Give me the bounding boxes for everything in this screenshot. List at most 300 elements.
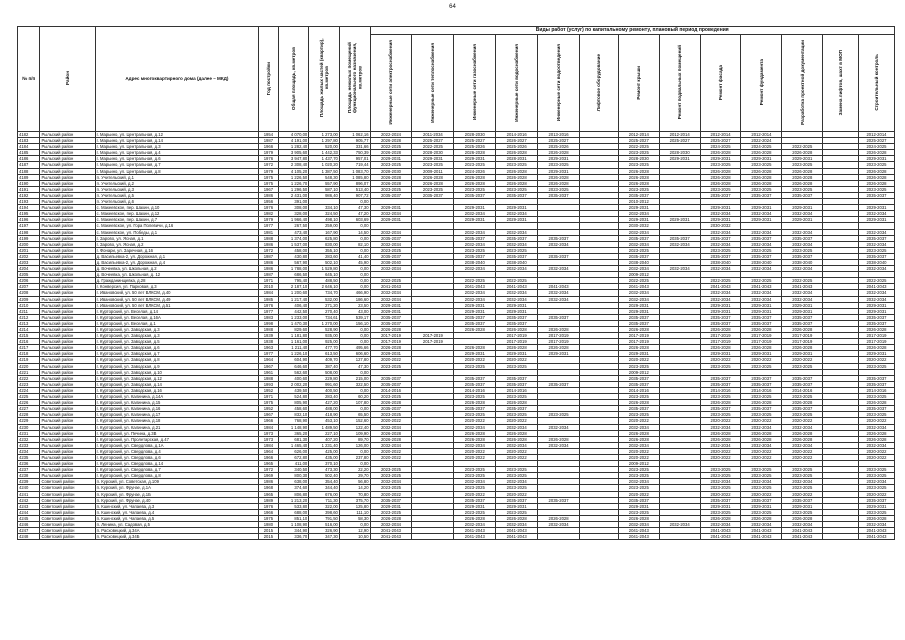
cell-area-living: 613,50 <box>309 351 340 357</box>
cell-year: 1979 <box>259 217 278 223</box>
cell-work-period: 2032-2034 <box>618 424 659 430</box>
cell-work-period: 2032-2034 <box>858 290 894 296</box>
cell-work-period: 2029-2031 <box>412 156 454 162</box>
cell-work-period: 2026-2028 <box>370 327 412 333</box>
cell-work-period: 2023-2025 <box>454 162 496 168</box>
cell-work-period: 2029-2031 <box>496 503 538 509</box>
cell-year: 1975 <box>259 515 278 521</box>
cell-work-period: 2035-2037 <box>538 314 580 320</box>
cell-work-period: 2029-2031 <box>858 217 894 223</box>
cell-work-period: 2032-2034 <box>741 229 782 235</box>
cell-num: 4236 <box>18 461 40 467</box>
cell-work-period: 2032-2034 <box>538 424 580 430</box>
cell-area-nonliving: 0,00 <box>339 448 370 454</box>
cell-num: 4235 <box>18 454 40 460</box>
cell-year: 1982 <box>259 211 278 217</box>
cell-work-period: 2026-2028 <box>370 400 412 406</box>
cell-district: Рыльский район <box>40 369 95 375</box>
cell-address: г. Курторский, ул. Калинина, д.21 <box>95 424 259 430</box>
cell-year: 1965 <box>259 461 278 467</box>
cell-year: 1977 <box>259 351 278 357</box>
cell-work-period: 2023-2025 <box>618 473 659 479</box>
cell-area-living: 322,00 <box>309 503 340 509</box>
cell-district: Рыльский район <box>40 400 95 406</box>
cell-work-period: 2041-2043 <box>782 284 823 290</box>
cell-work-period: 2029-2031 <box>538 156 580 162</box>
cell-year: 1967 <box>259 186 278 192</box>
cell-work-period: 2026-2028 <box>700 400 741 406</box>
cell-work-period: 2041-2043 <box>370 534 412 540</box>
cell-district: Рыльский район <box>40 461 95 467</box>
cell-area-total: 473,40 <box>278 229 309 235</box>
cell-district: Советский район <box>40 479 95 485</box>
cell-work-period: 2035-2037 <box>700 253 741 259</box>
cell-work-period: 2035-2037 <box>538 253 580 259</box>
cell-work-period: 2032-2034 <box>659 266 700 272</box>
cell-area-nonliving: 322,50 <box>339 381 370 387</box>
cell-district: Советский район <box>40 534 95 540</box>
cell-area-total: 832,10 <box>278 412 309 418</box>
table-header <box>18 27 895 132</box>
cell-district: Рыльский район <box>40 473 95 479</box>
cell-work-period: 2041-2043 <box>454 528 496 534</box>
cell-work-period: 2020-2022 <box>858 491 894 497</box>
cell-area-nonliving: 1 062,16 <box>339 132 370 138</box>
cell-work-period: 2023-2025 <box>618 150 659 156</box>
cell-work-period: 2017-2019 <box>858 339 894 345</box>
cell-work-period: 2023-2025 <box>370 412 412 418</box>
cell-area-total: 2 431,00 <box>278 192 309 198</box>
cell-work-period: 2035-2037 <box>538 497 580 503</box>
cell-work-period: 2029-2031 <box>700 217 741 223</box>
cell-area-living: 991,60 <box>309 381 340 387</box>
cell-work-period: 2023-2025 <box>618 247 659 253</box>
cell-work-period: 2012-2014 <box>618 132 659 138</box>
cell-area-total: 1 788,00 <box>278 266 309 272</box>
cell-address: п. Учительский, д.3 <box>95 186 259 192</box>
cell-district: Рыльский район <box>40 144 95 150</box>
cell-work-period: 2029-2031 <box>782 205 823 211</box>
cell-work-period: 2026-2028 <box>618 430 659 436</box>
cell-work-period: 2035-2037 <box>858 314 894 320</box>
cell-area-total: 442,50 <box>278 308 309 314</box>
cell-work-period: 2035-2037 <box>700 497 741 503</box>
cell-work-period: 2035-2037 <box>659 235 700 241</box>
cell-work-period: 2026-2028 <box>618 400 659 406</box>
cell-work-period: 2023-2025 <box>858 473 894 479</box>
cell-address: с. Макеевское, ул. Гора Полевичи, д.16 <box>95 223 259 229</box>
cell-work-period: 2029-2031 <box>782 308 823 314</box>
cell-area-total: 1 108,90 <box>278 522 309 528</box>
cell-address: г. Фонари, ул. Заречная, д.16 <box>95 247 259 253</box>
cell-work-period: 2009-2012 <box>618 461 659 467</box>
cell-work-period: 2020-2022 <box>370 491 412 497</box>
cell-year: 1998 <box>259 320 278 326</box>
cell-work-period: 2014-2016 <box>741 387 782 393</box>
cell-num: 4188 <box>18 168 40 174</box>
cell-address: с. Макеевское, пер. Шахин, д.12 <box>95 211 259 217</box>
cell-area-total: 267,50 <box>278 223 309 229</box>
cell-area-living: 488,50 <box>309 278 340 284</box>
cell-work-period: 2035-2037 <box>741 235 782 241</box>
cell-work-period: 2026-2028 <box>454 436 496 442</box>
cell-work-period: 2041-2043 <box>782 534 823 540</box>
cell-area-nonliving: 43,00 <box>339 308 370 314</box>
cell-work-period: 2032-2034 <box>454 266 496 272</box>
cell-work-period: 2035-2037 <box>538 381 580 387</box>
cell-district: Советский район <box>40 485 95 491</box>
cell-num: 4182 <box>18 132 40 138</box>
cell-work-period: 2023-2025 <box>454 485 496 491</box>
cell-work-period: 2017-2019 <box>700 333 741 339</box>
cell-work-period: 2026-2028 <box>858 400 894 406</box>
cell-work-period: 2032-2034 <box>370 290 412 296</box>
cell-work-period: 2032-2034 <box>782 229 823 235</box>
cell-work-period: 2026-2028 <box>741 150 782 156</box>
cell-work-period: 2026-2028 <box>782 436 823 442</box>
col-header-work-6: Лифтовое оборудование <box>580 35 619 132</box>
cell-work-period: 2029-2031 <box>370 302 412 308</box>
cell-work-period: 2023-2025 <box>370 473 412 479</box>
cell-work-period: 2026-2028 <box>412 180 454 186</box>
cell-work-period: 2032-2034 <box>618 211 659 217</box>
cell-work-period: 2035-2037 <box>370 314 412 320</box>
cell-work-period: 2020-2022 <box>454 448 496 454</box>
cell-district: Рыльский район <box>40 436 95 442</box>
cell-district: Рыльский район <box>40 138 95 144</box>
cell-work-period: 2035-2037 <box>782 406 823 412</box>
cell-work-period: 2023-2025 <box>496 467 538 473</box>
cell-address: г. Марьино, ул. Центральная, д.12 <box>95 132 259 138</box>
cell-district: Рыльский район <box>40 320 95 326</box>
col-header-work-4: Инженерные сети водоснабжения <box>496 35 538 132</box>
cell-work-period: 2035-2037 <box>618 192 659 198</box>
cell-work-period: 2035-2037 <box>858 235 894 241</box>
cell-num: 4220 <box>18 363 40 369</box>
cell-work-period: 2022-2025 <box>618 144 659 150</box>
cell-area-nonliving: 606,60 <box>339 351 370 357</box>
cell-address: г. Курторский, ул. Веселая, д.1 <box>95 320 259 326</box>
cell-district: Рыльский район <box>40 394 95 400</box>
cell-address: д. Вочеевка, ул. Школьная, д. 12 <box>95 272 259 278</box>
cell-area-total: 4 070,00 <box>278 132 309 138</box>
cell-year: 1969 <box>259 473 278 479</box>
cell-num: 4203 <box>18 259 40 265</box>
cell-work-period: 2032-2034 <box>454 290 496 296</box>
cell-work-period: 2032-2034 <box>496 290 538 296</box>
cell-num: 4242 <box>18 497 40 503</box>
cell-work-period: 2024-2025 <box>741 144 782 150</box>
cell-work-period: 2022-2025 <box>370 278 412 284</box>
cell-work-period: 2023-2025 <box>858 363 894 369</box>
cell-address: п. Курский, ул. Фрунзе, д.40 <box>95 497 259 503</box>
cell-district: Рыльский район <box>40 418 95 424</box>
cell-area-total: 1 211,40 <box>278 345 309 351</box>
cell-work-period: 2023-2025 <box>496 247 538 253</box>
cell-address: г. Курторский, ул. Калинина, д.17 <box>95 412 259 418</box>
col-header-area-living: Площадь жилых частей (квартир), кв.метров <box>309 27 340 132</box>
cell-work-period: 2032-2034 <box>370 442 412 448</box>
cell-work-period: 2023-2025 <box>858 467 894 473</box>
cell-work-period: 2038-2040 <box>618 259 659 265</box>
cell-work-period: 2035-2037 <box>370 381 412 387</box>
cell-work-period: 2038-2040 <box>741 259 782 265</box>
cell-work-period: 2023-2025 <box>618 363 659 369</box>
cell-work-period: 2017-2019 <box>741 339 782 345</box>
cell-address: п. Ленина, ул. Садовая, д.5 <box>95 522 259 528</box>
cell-work-period: 2025-2027 <box>618 138 659 144</box>
cell-work-period: 2032-2034 <box>370 424 412 430</box>
cell-year: 1988 <box>259 375 278 381</box>
cell-area-total: 458,00 <box>278 247 309 253</box>
cell-address: г. Конверсия, ул. Парковая, д.3 <box>95 284 259 290</box>
cell-area-nonliving: 215,00 <box>339 375 370 381</box>
cell-address: п. Учительский, д.6 <box>95 199 259 205</box>
cell-work-period: 2023-2025 <box>496 473 538 479</box>
cell-work-period: 2026-2028 <box>741 180 782 186</box>
cell-area-living: 734,61 <box>309 314 340 320</box>
cell-work-period: 2041-2043 <box>741 284 782 290</box>
cell-work-period: 2023-2025 <box>741 162 782 168</box>
cell-area-living: 324,50 <box>309 211 340 217</box>
cell-work-period: 2020-2022 <box>741 357 782 363</box>
cell-work-period: 2032-2034 <box>782 479 823 485</box>
cell-district: Рыльский район <box>40 454 95 460</box>
cell-work-period: 2032-2034 <box>538 266 580 272</box>
cell-work-period: 2041-2043 <box>858 284 894 290</box>
cell-work-period: 2032-2034 <box>741 290 782 296</box>
cell-work-period: 2026-2028 <box>538 515 580 521</box>
cell-district: Рыльский район <box>40 290 95 296</box>
cell-work-period <box>659 534 700 540</box>
cell-area-living: 398,60 <box>309 509 340 515</box>
cell-work-period: 2032-2034 <box>496 211 538 217</box>
cell-work-period: 2029-2031 <box>454 156 496 162</box>
cell-work-period: 2035-2037 <box>741 253 782 259</box>
cell-work-period: 2026-2028 <box>700 150 741 156</box>
cell-work-period <box>412 534 454 540</box>
cell-work-period: 2026-2028 <box>700 327 741 333</box>
cell-work-period: 2026-2028 <box>700 515 741 521</box>
cell-work-period: 2035-2037 <box>496 314 538 320</box>
cell-district: Рыльский район <box>40 430 95 436</box>
cell-area-total: 533,80 <box>278 503 309 509</box>
cell-area-total: 626,00 <box>278 448 309 454</box>
cell-num: 4183 <box>18 138 40 144</box>
cell-work-period: 2041-2043 <box>741 528 782 534</box>
cell-work-period: 2026-2028 <box>858 327 894 333</box>
cell-year: 2015 <box>259 528 278 534</box>
cell-work-period: 2023-2025 <box>700 363 741 369</box>
cell-work-period: 2041-2043 <box>700 284 741 290</box>
cell-address: г. Марьино, ул. Центральная, д.7 <box>95 162 259 168</box>
cell-work-period: 2032-2034 <box>618 479 659 485</box>
cell-work-period: 2029-2031 <box>782 503 823 509</box>
cell-work-period: 2026-2028 <box>412 174 454 180</box>
cell-work-period: 2023-2025 <box>618 467 659 473</box>
cell-area-living: 488,00 <box>309 406 340 412</box>
cell-address: д. Гражданинщевка, д.28 <box>95 278 259 284</box>
cell-area-total: 4 105,20 <box>278 168 309 174</box>
cell-work-period: 2029-2031 <box>370 351 412 357</box>
cell-work-period: 2035-2037 <box>454 406 496 412</box>
cell-area-living: 532,00 <box>309 296 340 302</box>
cell-area-total: 1 282,40 <box>278 144 309 150</box>
cell-num: 4193 <box>18 199 40 205</box>
cell-work-period: 2020-2022 <box>858 357 894 363</box>
cell-work-period: 2026-2028 <box>496 400 538 406</box>
cell-work-period: 2035-2037 <box>782 375 823 381</box>
cell-area-nonliving: 0,00 <box>339 266 370 272</box>
cell-area-total: 1 181,80 <box>278 333 309 339</box>
cell-area-nonliving: 14,50 <box>339 229 370 235</box>
cell-area-nonliving: 907,72 <box>339 192 370 198</box>
cell-work-period: 2029-2031 <box>496 217 538 223</box>
cell-work-period: 2035-2037 <box>496 381 538 387</box>
cell-work-period: 2023-2025 <box>370 485 412 491</box>
cell-area-nonliving: 1 083,70 <box>339 168 370 174</box>
cell-year: 1988 <box>259 327 278 333</box>
cell-work-period: 2023-2025 <box>782 467 823 473</box>
col-header-work-1: Инженерные сети электроснабжения <box>370 35 412 132</box>
cell-year: 1967 <box>259 363 278 369</box>
cell-area-total: 308,00 <box>278 205 309 211</box>
cell-area-total: 1 374,00 <box>278 235 309 241</box>
cell-work-period: 2025-2026 <box>538 144 580 150</box>
cell-work-period: 2026-2028 <box>782 430 823 436</box>
cell-area-total: 686,50 <box>278 272 309 278</box>
cell-work-period: 2032-2034 <box>618 296 659 302</box>
capital-repair-table <box>17 26 895 540</box>
cell-num: 4189 <box>18 174 40 180</box>
cell-work-period: 2029-2031 <box>454 217 496 223</box>
cell-work-period: 2026-2028 <box>741 436 782 442</box>
cell-area-total: 1 296,50 <box>278 186 309 192</box>
cell-work-period: 2023-2025 <box>858 412 894 418</box>
cell-year: 1973 <box>259 436 278 442</box>
cell-work-period: 2020-2022 <box>782 448 823 454</box>
cell-work-period: 2029-2031 <box>370 503 412 509</box>
cell-year: 1968 <box>259 485 278 491</box>
cell-area-living: 1 529,80 <box>309 266 340 272</box>
cell-area-living: 400,50 <box>309 387 340 393</box>
cell-work-period: 2026-2028 <box>454 430 496 436</box>
cell-work-period: 2032-2034 <box>700 296 741 302</box>
cell-area-nonliving: 109,90 <box>339 430 370 436</box>
cell-num: 4230 <box>18 424 40 430</box>
cell-num: 4204 <box>18 266 40 272</box>
cell-work-period: 2023-2025 <box>782 485 823 491</box>
cell-work-period: 2023-2025 <box>700 186 741 192</box>
cell-work-period: 2032-2034 <box>496 424 538 430</box>
cell-work-period: 2023-2025 <box>370 394 412 400</box>
cell-work-period: 2029-2031 <box>538 168 580 174</box>
cell-work-period: 2035-2037 <box>741 375 782 381</box>
cell-work-period: 2020-2022 <box>782 418 823 424</box>
cell-work-period <box>580 534 619 540</box>
cell-work-period: 2029-2031 <box>454 503 496 509</box>
cell-work-period: 2022-2025 <box>782 278 823 284</box>
cell-work-period: 2026-2028 <box>782 168 823 174</box>
cell-district: Рыльский район <box>40 406 95 412</box>
cell-work-period: 2017-2019 <box>496 339 538 345</box>
cell-num: 4185 <box>18 150 40 156</box>
cell-work-period: 2035-2037 <box>782 192 823 198</box>
cell-work-period: 2026-2028 <box>496 150 538 156</box>
cell-address: п. Кшенский, ул. Чапаева, д.4 <box>95 509 259 515</box>
cell-num: 4228 <box>18 412 40 418</box>
cell-area-total: 1 161,00 <box>278 339 309 345</box>
cell-work-period: 2026-2028 <box>858 150 894 156</box>
cell-num: 4210 <box>18 302 40 308</box>
cell-area-nonliving: 186,60 <box>339 296 370 302</box>
cell-work-period: 2032-2034 <box>618 266 659 272</box>
cell-work-period: 2035-2037 <box>858 497 894 503</box>
cell-work-period: 2029-2031 <box>741 302 782 308</box>
cell-year: 1984 <box>259 442 278 448</box>
cell-num: 4243 <box>18 503 40 509</box>
cell-work-period: 2026-2028 <box>454 327 496 333</box>
cell-district: Рыльский район <box>40 150 95 156</box>
cell-work-period: 2035-2037 <box>618 497 659 503</box>
cell-work-period: 2026-2028 <box>782 150 823 156</box>
cell-area-living: 711,30 <box>309 497 340 503</box>
cell-area-nonliving: 0,00 <box>339 272 370 278</box>
cell-work-period: 2017-2019 <box>412 339 454 345</box>
cell-area-living: 1 489,50 <box>309 424 340 430</box>
cell-work-period: 2041-2043 <box>858 528 894 534</box>
cell-num: 4206 <box>18 278 40 284</box>
cell-area-living: 477,70 <box>309 345 340 351</box>
cell-work-period: 2023-2025 <box>454 509 496 515</box>
cell-work-period: 2035-2037 <box>496 235 538 241</box>
cell-work-period: 2041-2043 <box>370 284 412 290</box>
cell-work-period: 2020-2022 <box>618 418 659 424</box>
cell-work-period: 2032-2034 <box>538 522 580 528</box>
cell-address: г. Курторский, ул. Заводская, д.6 <box>95 345 259 351</box>
cell-year: 1986 <box>259 192 278 198</box>
cell-work-period: 2041-2043 <box>700 528 741 534</box>
cell-work-period: 2026-2028 <box>538 436 580 442</box>
cell-work-period: 2032-2034 <box>538 296 580 302</box>
cell-work-period: 2020-2022 <box>782 491 823 497</box>
cell-work-period: 2017-2019 <box>618 333 659 339</box>
cell-district: Рыльский район <box>40 229 95 235</box>
cell-district: Рыльский район <box>40 259 95 265</box>
cell-work-period: 2035-2037 <box>370 235 412 241</box>
cell-work-period: 2026-2028 <box>618 327 659 333</box>
cell-area-nonliving: 111,10 <box>339 509 370 515</box>
cell-work-period: 2025-2027 <box>858 138 894 144</box>
cell-work-period: 2012-2014 <box>659 132 700 138</box>
cell-work-period: 2022-2025 <box>412 144 454 150</box>
cell-year: 1966 <box>259 418 278 424</box>
cell-area-living: 453,10 <box>309 418 340 424</box>
cell-work-period: 2029-2031 <box>700 503 741 509</box>
cell-district: Рыльский район <box>40 199 95 205</box>
cell-address: г. Курторский, ул. Свердлова, д.6 <box>95 454 259 460</box>
cell-num: 4241 <box>18 491 40 497</box>
cell-work-period: 2032-2034 <box>618 229 659 235</box>
cell-num: 4225 <box>18 394 40 400</box>
cell-district: Рыльский район <box>40 314 95 320</box>
cell-year: 1976 <box>259 302 278 308</box>
cell-num: 4222 <box>18 375 40 381</box>
cell-num: 4205 <box>18 272 40 278</box>
cell-area-living: 508,00 <box>309 369 340 375</box>
cell-work-period: 2012-2014 <box>700 132 741 138</box>
cell-work-period: 2032-2034 <box>700 241 741 247</box>
